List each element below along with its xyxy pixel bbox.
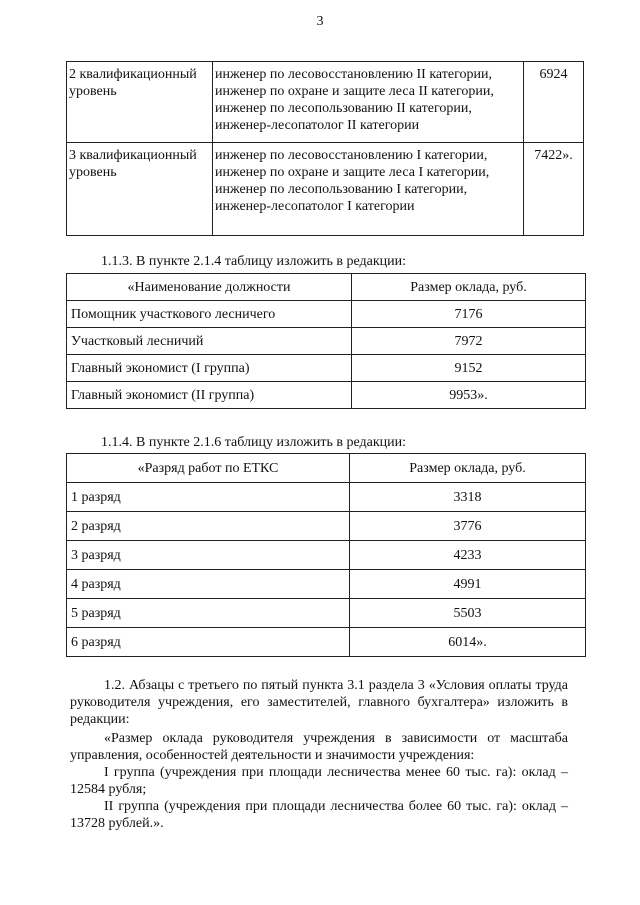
positions-cell: инженер по лесовосстановлению II категории, инженер по охране и защите леса II категории, инженер по лесопользованию II категории, инженер-лесопатолог II категории [213,62,524,143]
salary-cell: 7422». [524,143,584,236]
column-header: «Разряд работ по ЕТКС [67,454,350,483]
paragraph: II группа (учреждения при площади лесничества более 60 тыс. га): оклад – 13728 рублей.». [70,799,568,831]
table-row: Участковый лесничий 7972 [67,328,586,355]
level-cell: 2 квалификационный уровень [67,62,213,143]
table-row: 3 разряд 4233 [67,541,586,570]
qualification-levels-table [66,61,584,236]
section-1-2-text [70,677,568,832]
salary-cell: 6924 [524,62,584,143]
table-header-row [67,454,586,483]
positions-cell: инженер по лесовосстановлению I категории, инженер по охране и защите леса I категории, инженер по лесопользованию I категории, инженер-лесопатолог I категории [213,143,524,236]
page-number: 3 [316,14,324,29]
table-row: Главный экономист (I группа) 9152 [67,355,586,382]
etks-grade-salary-table [66,453,586,657]
paragraph: 1.2. Абзацы с третьего по пятый пункта 3.1 раздела 3 «Условия оплаты труда руководителя учреждения, его заместителей, главного бухгалтера» изложить в редакции: [70,678,568,727]
positions-salary-table [66,273,586,409]
table2-caption: 1.1.3. В пункте 2.1.4 таблицу изложить в редакции: [101,254,406,269]
table-row: 2 разряд 3776 [67,512,586,541]
table-row [67,62,584,143]
table-row: 4 разряд 4991 [67,570,586,599]
table-row: Главный экономист (II группа) 9953». [67,382,586,409]
table-row: Помощник участкового лесничего 7176 [67,301,586,328]
column-header: Размер оклада, руб. [352,274,586,301]
table-row: 5 разряд 5503 [67,599,586,628]
level-cell: 3 квалификационный уровень [67,143,213,236]
column-header: Размер оклада, руб. [350,454,586,483]
table-row [67,143,584,236]
table-row: 1 разряд 3318 [67,483,586,512]
table-header-row [67,274,586,301]
paragraph: I группа (учреждения при площади лесничества менее 60 тыс. га): оклад – 12584 рубля; [70,765,568,797]
table-row: 6 разряд 6014». [67,628,586,657]
table3-caption: 1.1.4. В пункте 2.1.6 таблицу изложить в редакции: [101,435,406,450]
paragraph: «Размер оклада руководителя учреждения в зависимости от масштаба управления, особенностей деятельности и значимости учреждения: [70,731,568,763]
column-header: «Наименование должности [67,274,352,301]
